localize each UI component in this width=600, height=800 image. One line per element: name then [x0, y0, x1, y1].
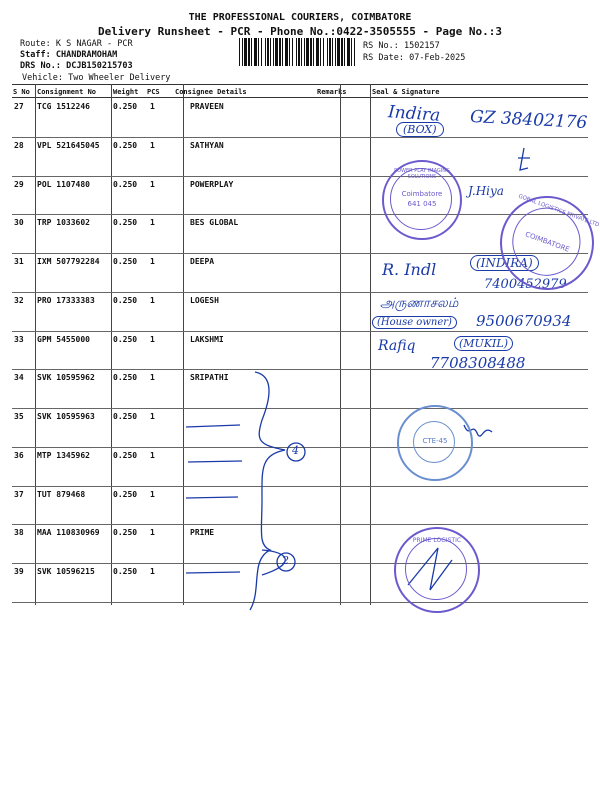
signature-rafiq: Rafiq	[378, 338, 416, 354]
row-consignment: MAA 110830969	[37, 528, 100, 538]
row-weight: 0.250	[113, 450, 138, 460]
row-consignment: SVK 10595963	[37, 412, 95, 421]
staff-label: Staff:	[20, 50, 51, 60]
col-header-consignment: Consignment No	[37, 88, 97, 96]
mark-4: 4	[292, 444, 299, 457]
row-consignee: LOGESH	[190, 295, 219, 305]
note-phone-row33: 7708308488	[430, 354, 526, 372]
row-consignment: GPM 5455000	[37, 334, 90, 344]
rs-no-value: 1502157	[403, 41, 440, 51]
row-weight: 0.250	[113, 102, 138, 111]
stamp-ring-text: PRIME LOGISTIC	[412, 537, 462, 544]
row-consignee: PRIME	[190, 528, 215, 538]
row-consignee: POWERPLAY	[190, 179, 234, 189]
vehicle-label: Vehicle:	[22, 73, 63, 83]
rs-date-label: RS Date:	[363, 53, 404, 63]
row-consignment: TRP 1033602	[37, 218, 90, 228]
note-indira: (INDIRA)	[470, 255, 539, 271]
row-pcs: 1	[150, 567, 155, 576]
note-box: (BOX)	[396, 122, 444, 137]
route-value: K S NAGAR - PCR	[55, 39, 133, 49]
row-pcs: 1	[150, 295, 155, 305]
dash-mark	[186, 425, 242, 573]
row-consignment: SVK 10595962	[37, 373, 95, 383]
vehicle-value: Two Wheeler Delivery	[68, 73, 171, 83]
row-consignee: LAKSHMI	[190, 334, 224, 344]
tick-mark	[518, 148, 530, 170]
row-consignment: TUT 879468	[37, 489, 86, 499]
note-code: GZ 38402176	[469, 106, 588, 134]
row-consignment: POL 1107480	[37, 179, 90, 189]
signature-row29: J.Hiya	[468, 184, 504, 198]
stamp-city: Coimbatore	[401, 190, 443, 198]
row-consignment: VPL 521645045	[37, 140, 100, 150]
stamp-ring-text: GOBAL LOGISTICS PRIVATE LTD	[517, 193, 600, 229]
row-pcs: 1	[150, 257, 155, 266]
row-weight: 0.250	[113, 295, 138, 305]
row-weight: 0.250	[113, 489, 138, 499]
row-pcs: 1	[150, 373, 155, 383]
row-weight: 0.250	[113, 334, 138, 344]
row-weight: 0.250	[113, 567, 138, 576]
row-pcs: 1	[150, 179, 155, 189]
row-consignment: IXM 507792284	[37, 257, 100, 266]
note-mukil: (MUKIL)	[454, 336, 513, 351]
route-label: Route:	[20, 39, 51, 49]
row-pcs: 1	[150, 102, 155, 111]
row-sno: 36	[14, 450, 24, 460]
row-consignment: TCG 1512246	[37, 102, 90, 111]
row-sno: 38	[14, 528, 24, 538]
mark-2: 2	[282, 554, 289, 567]
row-sno: 34	[14, 373, 24, 383]
row-sno: 33	[14, 334, 24, 344]
row-weight: 0.250	[113, 373, 138, 383]
row-weight: 0.250	[113, 257, 138, 266]
row-pcs: 1	[150, 489, 155, 499]
note-phone-row32: 9500670934	[476, 312, 572, 330]
row-weight: 0.250	[113, 412, 138, 421]
bracket-mark	[250, 372, 285, 610]
row-pcs: 1	[150, 140, 155, 150]
row-consignment: PRO 17333383	[37, 295, 95, 305]
row-weight: 0.250	[113, 140, 138, 150]
stamp-ring-text: POWER PLAY IMAGING SOLUTIONS	[394, 168, 450, 180]
row-sno: 39	[14, 567, 24, 576]
rs-no-label: RS No.:	[363, 41, 399, 51]
stamp-powerplay	[382, 160, 462, 240]
row-pcs: 1	[150, 218, 155, 228]
note-house-owner: (House owner)	[372, 316, 457, 329]
row-sno: 31	[14, 257, 24, 266]
row-pcs: 1	[150, 528, 155, 538]
row-pcs: 1	[150, 412, 155, 421]
row-weight: 0.250	[113, 528, 138, 538]
stamp-prime	[394, 527, 480, 613]
row-consignment: MTP 1345962	[37, 450, 90, 460]
staff-value: CHANDRAMOHAM	[55, 50, 118, 60]
note-phone-row31: 7400452979	[484, 277, 567, 292]
row-sno: 27	[14, 102, 24, 111]
row-consignee: DEEPA	[190, 257, 215, 266]
row-pcs: 1	[150, 334, 155, 344]
col-header-remarks: Remarks	[317, 88, 347, 96]
stamp-city: COIMBATORE	[524, 230, 571, 254]
row-weight: 0.250	[113, 218, 138, 228]
signature-r-indl: R. Indl	[382, 260, 437, 279]
rs-date-value: 07-Feb-2025	[409, 53, 466, 63]
row-consignment: SVK 10596215	[37, 567, 95, 576]
stamp-center: CTE-45	[422, 437, 448, 445]
col-header-sno: S No	[13, 88, 30, 96]
runsheet-subtitle: Delivery Runsheet - PCR - Phone No.:0422-3505555 - Page No.:3	[98, 25, 502, 38]
row-consignee: PRAVEEN	[190, 102, 224, 111]
company-title: THE PROFESSIONAL COURIERS, COIMBATORE	[188, 12, 412, 23]
row-consignee: SATHYAN	[190, 140, 224, 150]
signature-tamil: அருணாசலம்	[380, 296, 459, 311]
col-header-weight: Weight	[113, 88, 139, 96]
row-consignee: SRIPATHI	[190, 373, 229, 383]
row-sno: 32	[14, 295, 24, 305]
col-header-pcs: PCS	[147, 88, 160, 96]
row-consignee: BES GLOBAL	[190, 218, 239, 228]
stamp-pin: 641 045	[407, 200, 437, 208]
row-sno: 35	[14, 412, 24, 421]
col-header-seal: Seal & Signature	[372, 88, 440, 96]
row-pcs: 1	[150, 450, 155, 460]
row-weight: 0.250	[113, 179, 138, 189]
drs-value: DCJB150215703	[66, 61, 133, 71]
signature-indira: Indira	[387, 102, 441, 126]
col-header-consignee: Consignee Details	[175, 88, 247, 96]
drs-label: DRS No.:	[20, 61, 61, 71]
row-sno: 28	[14, 140, 24, 150]
stamp-cte	[397, 405, 473, 481]
row-sno: 37	[14, 489, 24, 499]
row-sno: 29	[14, 179, 24, 189]
row-sno: 30	[14, 218, 24, 228]
